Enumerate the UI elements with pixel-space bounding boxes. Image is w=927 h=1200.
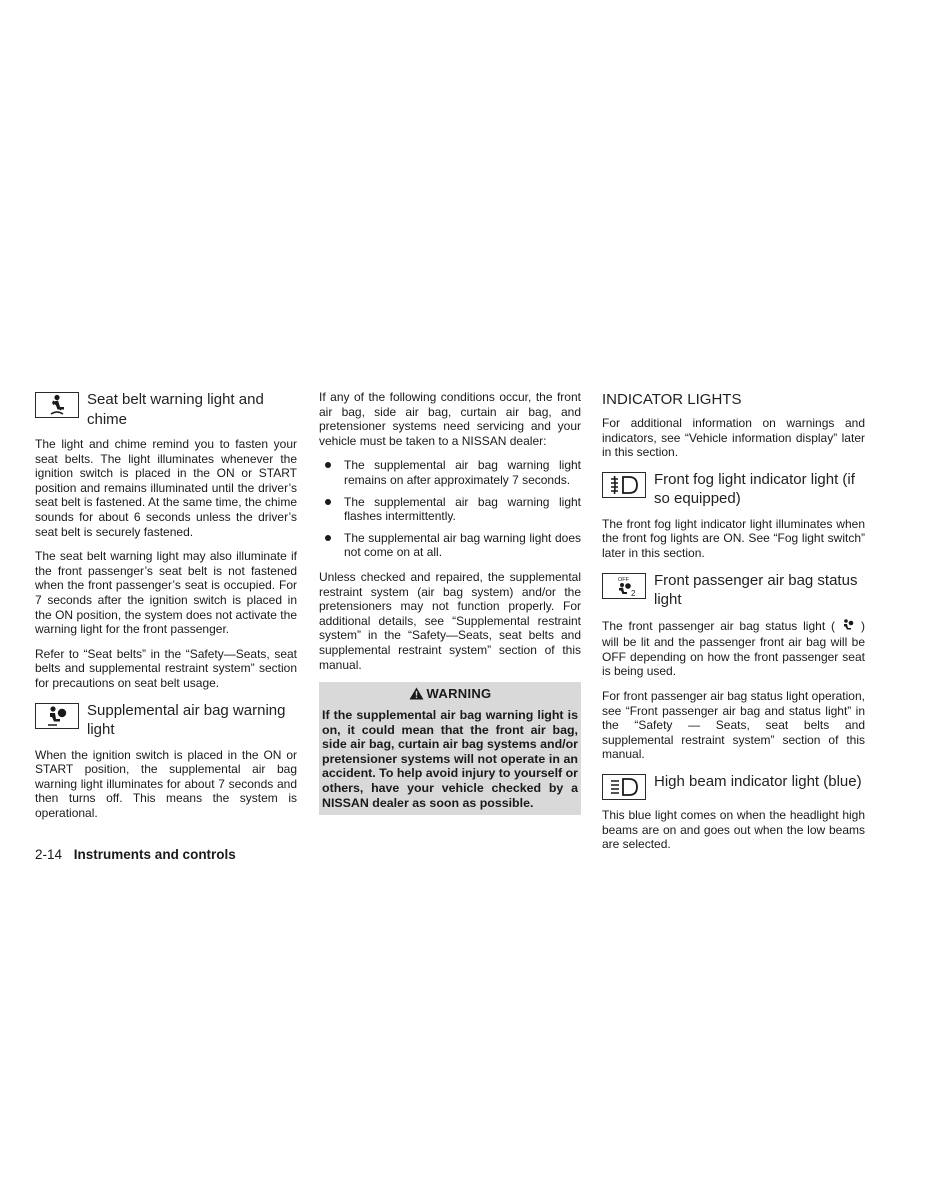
list-item: The supplemental air bag warning light remains on after approximately 7 seconds. (319, 458, 581, 487)
warning-box (319, 682, 581, 815)
warning-triangle-icon (409, 687, 424, 700)
column-1 (35, 390, 297, 830)
chapter-title: Instruments and controls (73, 847, 236, 862)
column-2 (319, 390, 581, 815)
seatbelt-paragraph-2: The seat belt warning light may also illuminate if the front passenger’s seat belt is not fastened when the front passenger’s seat is occupied. For 7 seconds after the ignition switch is placed in the ON position, the system does not activate the warning light for the front passenger. (35, 549, 297, 637)
seatbelt-warning-icon (35, 392, 79, 418)
list-item: The supplemental air bag warning light flashes intermittently. (319, 495, 581, 524)
highbeam-paragraph: This blue light comes on when the headlight high beams are on and goes out when the low beams are selected. (602, 807, 865, 852)
svg-text:2: 2 (631, 588, 636, 597)
warning-body (319, 704, 581, 815)
page-footer (35, 847, 236, 862)
bullet-icon (325, 462, 331, 468)
seatbelt-heading (35, 390, 297, 429)
passenger-airbag-inline-icon (841, 618, 855, 636)
passenger-title: Front passenger air bag status light (654, 571, 858, 609)
section-title: INDICATOR LIGHTS (602, 391, 742, 408)
passenger-airbag-status-icon (602, 573, 646, 599)
warning-label: WARNING (426, 686, 492, 702)
airbag-heading (35, 701, 297, 740)
airbag-paragraph-1: When the ignition switch is placed in the ON or START position, the supplemental air bag warning light illuminates for about 7 seconds and then turns off. This means the system is operational. (35, 747, 297, 820)
warning-text: If the supplemental air bag warning light is on, it could mean that the front air bag, side air bag, curtain air bag systems and/or pretensioner systems will not operate in an accident. To help avoid injury to yourself or others, have your vehicle checked by a NISSAN dealer as soon as possible. (322, 708, 578, 810)
bullet-icon (325, 535, 331, 541)
passenger-heading (602, 571, 865, 610)
seatbelt-paragraph-1: The light and chime remind you to fasten your seat belts. The light illuminates whenever the ignition switch is placed in the ON or START position and remains illuminated until the driver’s seat belt is fastened. At the same time, the chime sounds for about 6 seconds unless the driver’s seat belt is securely fastened. (35, 437, 297, 539)
high-beam-icon (602, 774, 646, 800)
indicator-intro: For additional information on warnings and indicators, see “Vehicle information display” later in this section. (602, 416, 865, 460)
passenger-paragraph-1: The front passenger air bag status light ( ) will be lit and the passenger front air bag will be OFF depending on how the front passenger seat is being used. (602, 618, 865, 679)
passenger-paragraph-2: For front passenger air bag status light operation, see “Front passenger air bag and status light” in the “Safety — Seats, seat belts and supplemental restraint system” section of this manual. (602, 688, 865, 762)
highbeam-heading (602, 772, 865, 800)
seatbelt-title: Seat belt warning light and chime (87, 391, 264, 428)
seatbelt-paragraph-3: Refer to “Seat belts” in the “Safety—Seats, seat belts and supplemental restraint system” section for precautions on seat belt usage. (35, 646, 297, 690)
column-3 (602, 390, 865, 862)
airbag-warning-icon (35, 703, 79, 729)
fog-heading (602, 470, 865, 509)
page-number: 2-14 (35, 847, 63, 862)
highbeam-title: High beam indicator light (blue) (654, 772, 862, 790)
front-fog-light-icon (602, 472, 646, 498)
repair-paragraph: Unless checked and repaired, the supplemental restraint system (air bag system) and/or the pretensioners may not function properly. For additional details, see “Supplemental restraint system” in the “Safety—Seats, seat belts and supplemental restraint system” section of this manual. (319, 569, 581, 672)
fog-title: Front fog light indicator light (if so equipped) (654, 470, 855, 508)
warning-header (319, 682, 581, 704)
airbag-title: Supplemental air bag warning light (87, 701, 286, 738)
conditions-intro: If any of the following conditions occur, the front air bag, side air bag, curtain air bag, and pretensioner systems need servicing and your vehicle must be taken to a NISSAN dealer: (319, 390, 581, 448)
fog-paragraph: The front fog light indicator light illuminates when the front fog lights are ON. See “Fog light switch” later in this section. (602, 516, 865, 560)
list-item: The supplemental air bag warning light does not come on at all. (319, 531, 581, 560)
conditions-list (319, 458, 581, 560)
svg-text:OFF: OFF (618, 576, 629, 583)
bullet-icon (325, 499, 331, 505)
